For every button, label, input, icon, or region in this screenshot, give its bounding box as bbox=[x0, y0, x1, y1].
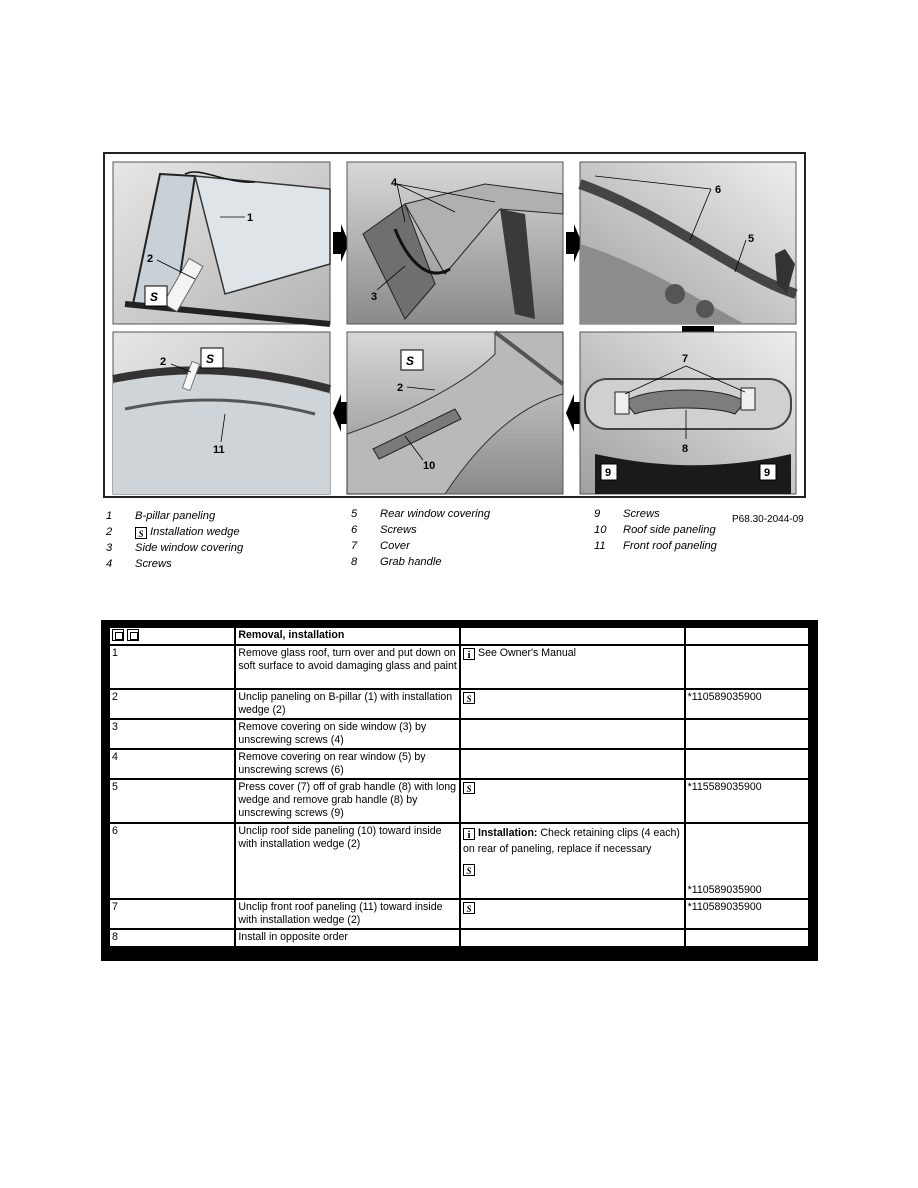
info-icon: i bbox=[463, 648, 475, 660]
installation-wedge-icon: S bbox=[135, 527, 147, 539]
figure-label: 2 bbox=[147, 253, 154, 265]
panel-5-roof-side bbox=[347, 332, 563, 494]
table-row: 5 Press cover (7) off of grab handle (8) with long wedge and remove grab handle (8) by unscrewing screws (9) S *115589035900 bbox=[110, 780, 808, 822]
panel-4-front-roof bbox=[113, 332, 330, 494]
figure-label: 1 bbox=[247, 212, 254, 224]
figure-label: 10 bbox=[423, 460, 436, 472]
figure-label: 7 bbox=[682, 353, 689, 365]
figure-reference: P68.30-2044-09 bbox=[732, 514, 804, 525]
figure-illustration bbox=[105, 154, 804, 496]
svg-text:S: S bbox=[206, 352, 215, 366]
panel-1-b-pillar bbox=[113, 162, 330, 324]
special-tool-icon: S bbox=[463, 864, 475, 876]
table-row: 4 Remove covering on rear window (5) by unscrewing screws (6) bbox=[110, 750, 808, 778]
panel-6-grab-handle bbox=[580, 332, 796, 494]
figure-label: 8 bbox=[682, 443, 689, 455]
panel-2-side-window bbox=[347, 162, 563, 324]
figure-label: 5 bbox=[748, 233, 755, 245]
table-row: 8 Install in opposite order bbox=[110, 930, 808, 946]
table-row: 1 Remove glass roof, turn over and put down on soft surface to avoid damaging glass and paint i See Owner's Manual bbox=[110, 646, 808, 688]
info-icon: i bbox=[463, 828, 475, 840]
special-tool-icon: S bbox=[463, 692, 475, 704]
panel-3-rear-window bbox=[580, 162, 796, 324]
figure-label: 6 bbox=[715, 184, 722, 196]
special-tool-icon: S bbox=[463, 902, 475, 914]
special-tool-icon: S bbox=[463, 782, 475, 794]
table-header-row bbox=[110, 628, 808, 644]
figure-label: 9 bbox=[605, 467, 612, 479]
table-row: 2 Unclip paneling on B-pillar (1) with installation wedge (2) S *110589035900 bbox=[110, 690, 808, 718]
svg-text:S: S bbox=[150, 290, 159, 304]
figure-label: 2 bbox=[160, 356, 167, 368]
table-row: 7 Unclip front roof paneling (11) toward inside with installation wedge (2) S *110589035900 bbox=[110, 900, 808, 928]
expand-icon[interactable] bbox=[112, 629, 124, 641]
table-row: 6 Unclip roof side paneling (10) toward inside with installation wedge (2) i Installation: Check retaining clips (4 each) on rear of paneling, replace if necessary S *110589035900 bbox=[110, 824, 808, 898]
svg-text:S: S bbox=[406, 354, 415, 368]
figure-label: 3 bbox=[371, 291, 378, 303]
figure-label: 4 bbox=[391, 177, 398, 189]
table-title: Removal, installation bbox=[236, 628, 459, 644]
figure-label: 9 bbox=[764, 467, 771, 479]
table-row: 3 Remove covering on side window (3) by unscrewing screws (4) bbox=[110, 720, 808, 748]
collapse-icon[interactable] bbox=[127, 629, 139, 641]
figure-label: 11 bbox=[213, 444, 225, 456]
figure-legend: 1 B-pillar paneling 2 S Installation wedge 3 Side window covering 4 Screws 5 Rear window covering 6 Screws 7 Cover 8 Grab handle 9 Screws 10 Roof side paneling 11 Front roof paneling P68.30-2044-09 bbox=[106, 508, 804, 570]
procedure-table bbox=[101, 620, 818, 961]
procedure-figure bbox=[103, 152, 806, 498]
figure-label: 2 bbox=[397, 382, 404, 394]
